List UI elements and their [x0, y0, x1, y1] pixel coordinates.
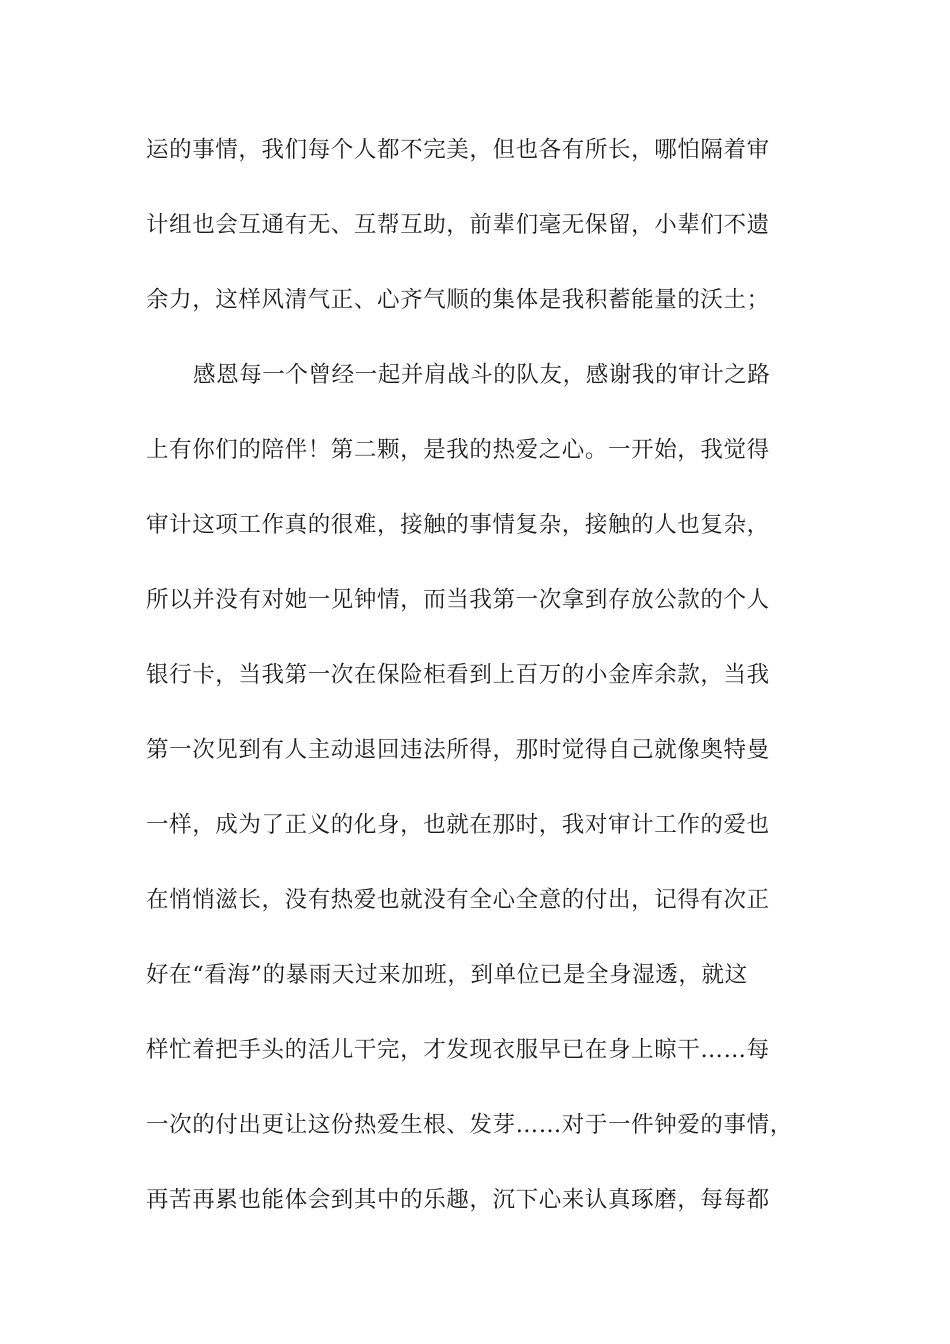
text-line: 运的事情，我们每个人都不完美，但也各有所长，哪怕隔着审 [146, 137, 770, 163]
text-line: 在悄悄滋长，没有热爱也就没有全心全意的付出，记得有次正 [146, 887, 770, 913]
text-line: 上有你们的陪伴！第二颗，是我的热爱之心。一开始，我觉得 [146, 437, 770, 463]
text-line: 审计这项工作真的很难，接触的事情复杂，接触的人也复杂， [146, 512, 770, 538]
text-line: 一样，成为了正义的化身，也就在那时，我对审计工作的爱也 [146, 812, 770, 838]
text-line: 余力，这样风清气正、心齐气顺的集体是我积蓄能量的沃土； [146, 287, 770, 313]
text-line: 样忙着把手头的活儿干完，才发现衣服早已在身上晾干……每 [146, 1037, 770, 1063]
text-line: 银行卡，当我第一次在保险柜看到上百万的小金库余款，当我 [146, 662, 770, 688]
text-line: 一次的付出更让这份热爱生根、发芽……对于一件钟爱的事情， [146, 1112, 793, 1138]
body-text [146, 128, 806, 1253]
text-line: 所以并没有对她一见钟情，而当我第一次拿到存放公款的个人 [146, 587, 770, 613]
text-line: 好在“看海”的暴雨天过来加班，到单位已是全身湿透，就这 [146, 962, 748, 988]
text-line: 再苦再累也能体会到其中的乐趣，沉下心来认真琢磨，每每都 [146, 1187, 770, 1213]
paragraph-start-line: 感恩每一个曾经一起并肩战斗的队友，感谢我的审计之路 [193, 362, 771, 388]
text-line: 第一次见到有人主动退回违法所得，那时觉得自己就像奥特曼 [146, 737, 770, 763]
text-line: 计组也会互通有无、互帮互助，前辈们毫无保留，小辈们不遗 [146, 212, 770, 238]
